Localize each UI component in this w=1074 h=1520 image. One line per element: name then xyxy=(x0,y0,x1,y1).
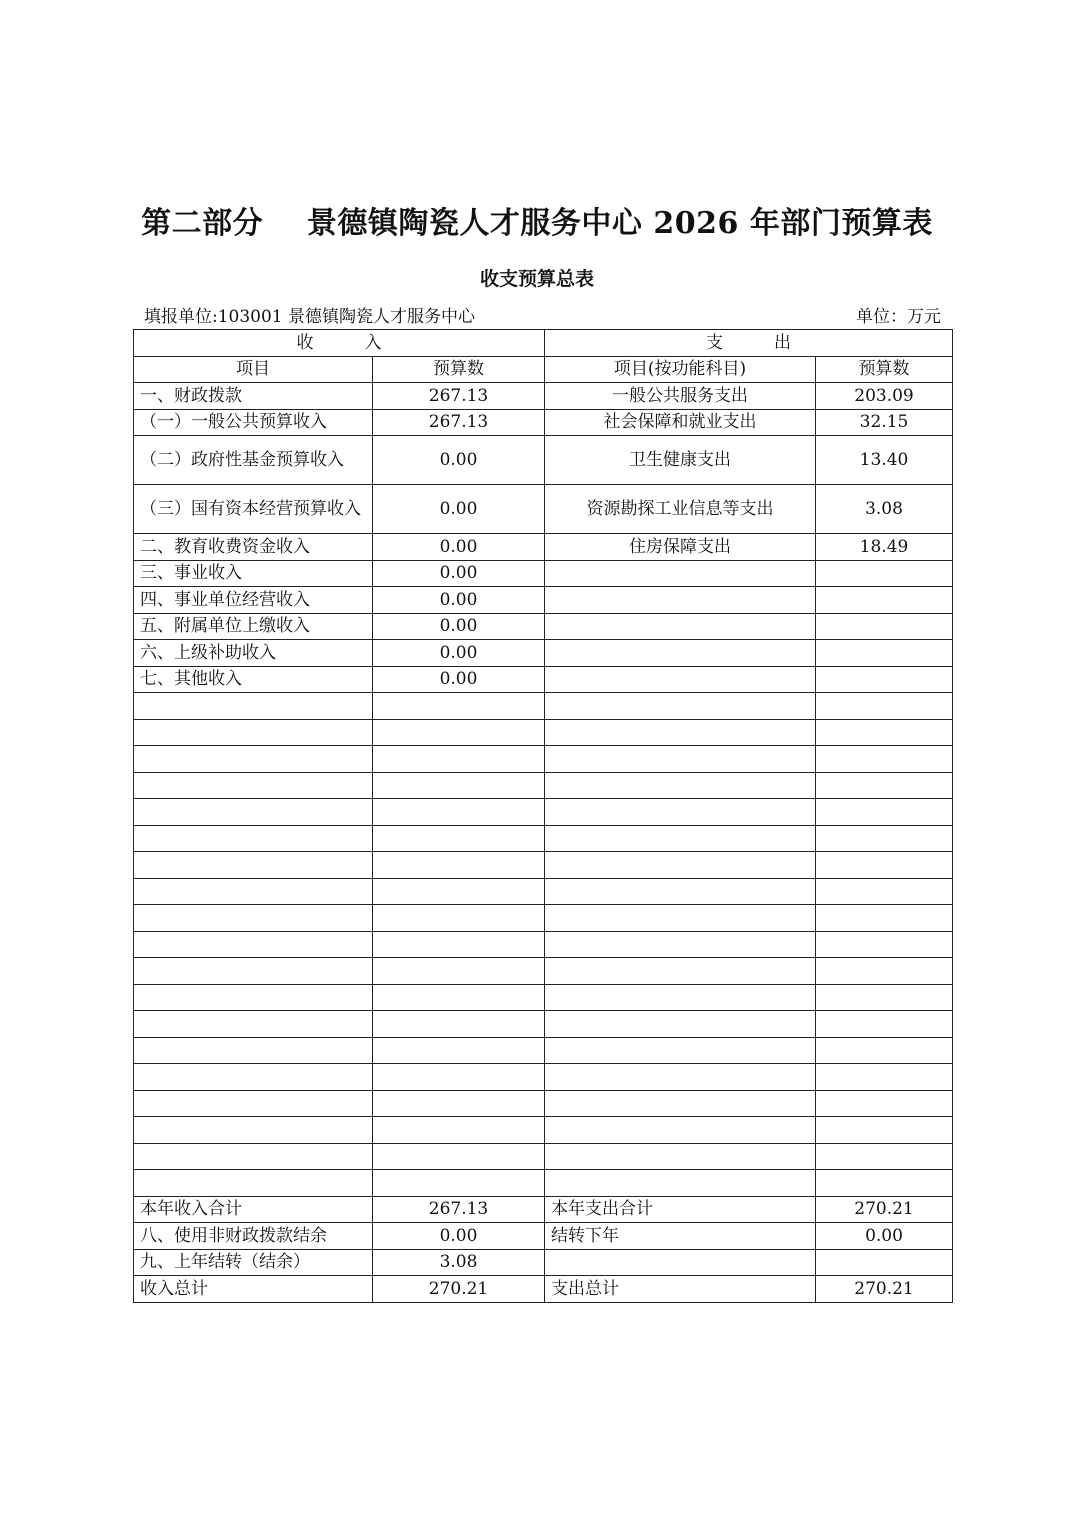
expense-amount-cell xyxy=(816,984,953,1011)
income-item-cell: 六、上级补助收入 xyxy=(134,640,373,667)
expense-amount-cell xyxy=(816,1170,953,1197)
expense-amount-cell xyxy=(816,1064,953,1091)
expense-item-cell xyxy=(545,560,816,587)
income-amount-cell: 0.00 xyxy=(373,587,545,614)
expense-amount-cell xyxy=(816,719,953,746)
income-item-cell xyxy=(134,746,373,773)
expense-amount-cell xyxy=(816,825,953,852)
table-row xyxy=(134,560,953,587)
income-item-cell xyxy=(134,693,373,720)
income-item-cell: （一）一般公共预算收入 xyxy=(134,409,373,436)
expense-amount-cell xyxy=(816,613,953,640)
expense-item-cell xyxy=(545,1117,816,1144)
income-amount-cell xyxy=(373,746,545,773)
income-amount-cell: 0.00 xyxy=(373,560,545,587)
income-amount-cell: 0.00 xyxy=(373,534,545,561)
income-amount-cell xyxy=(373,693,545,720)
table-row xyxy=(134,958,953,985)
income-item-cell xyxy=(134,799,373,826)
income-amount-cell xyxy=(373,852,545,879)
expense-amount-cell xyxy=(816,693,953,720)
income-item-cell xyxy=(134,772,373,799)
expense-item-cell xyxy=(545,587,816,614)
income-item-cell: 五、附属单位上缴收入 xyxy=(134,613,373,640)
expense-item-cell: 一般公共服务支出 xyxy=(545,383,816,410)
expense-group-header: 支 出 xyxy=(545,330,953,357)
income-amount-cell xyxy=(373,1011,545,1038)
expense-item-cell xyxy=(545,799,816,826)
table-row xyxy=(134,1037,953,1064)
income-item-cell: （三）国有资本经营预算收入 xyxy=(134,485,373,534)
table-row xyxy=(134,640,953,667)
table-row xyxy=(134,534,953,561)
income-item-cell xyxy=(134,984,373,1011)
income-item-cell xyxy=(134,1170,373,1197)
table-row xyxy=(134,772,953,799)
income-item-cell xyxy=(134,1143,373,1170)
income-item-cell xyxy=(134,958,373,985)
income-amount-cell xyxy=(373,1143,545,1170)
table-row xyxy=(134,878,953,905)
table-row xyxy=(134,409,953,436)
table-row xyxy=(134,666,953,693)
table-row xyxy=(134,1196,953,1223)
income-item-cell: （二）政府性基金预算收入 xyxy=(134,436,373,485)
expense-amount-cell xyxy=(816,931,953,958)
expense-amount-cell xyxy=(816,852,953,879)
income-item-cell: 七、其他收入 xyxy=(134,666,373,693)
table-row xyxy=(134,1090,953,1117)
income-amount-cell xyxy=(373,799,545,826)
expense-item-cell xyxy=(545,693,816,720)
income-item-header: 项目 xyxy=(134,356,373,383)
expense-item-cell xyxy=(545,640,816,667)
income-item-cell xyxy=(134,719,373,746)
income-item-cell xyxy=(134,825,373,852)
table-row xyxy=(134,1064,953,1091)
expense-amount-header: 预算数 xyxy=(816,356,953,383)
table-row xyxy=(134,436,953,485)
page-title: 第二部分 景德镇陶瓷人才服务中心 2026 年部门预算表 xyxy=(141,206,933,241)
income-amount-cell: 3.08 xyxy=(373,1249,545,1276)
income-amount-cell: 267.13 xyxy=(373,409,545,436)
expense-item-cell xyxy=(545,958,816,985)
expense-amount-cell xyxy=(816,640,953,667)
table-row xyxy=(134,587,953,614)
income-amount-cell xyxy=(373,1037,545,1064)
expense-amount-cell xyxy=(816,772,953,799)
income-item-cell xyxy=(134,1117,373,1144)
currency-unit: 单位：万元 xyxy=(856,307,941,327)
expense-item-cell xyxy=(545,719,816,746)
expense-amount-cell: 3.08 xyxy=(816,485,953,534)
expense-amount-cell: 203.09 xyxy=(816,383,953,410)
expense-item-cell xyxy=(545,1090,816,1117)
income-item-cell: 收入总计 xyxy=(134,1276,373,1303)
expense-amount-cell xyxy=(816,1090,953,1117)
income-amount-cell xyxy=(373,984,545,1011)
income-amount-cell: 0.00 xyxy=(373,613,545,640)
income-amount-cell xyxy=(373,772,545,799)
expense-item-cell xyxy=(545,931,816,958)
income-amount-cell xyxy=(373,958,545,985)
table-row xyxy=(134,719,953,746)
expense-amount-cell: 270.21 xyxy=(816,1276,953,1303)
income-amount-cell: 0.00 xyxy=(373,666,545,693)
expense-amount-cell: 13.40 xyxy=(816,436,953,485)
table-row xyxy=(134,485,953,534)
expense-amount-cell: 0.00 xyxy=(816,1223,953,1250)
expense-amount-cell xyxy=(816,1249,953,1276)
table-row xyxy=(134,984,953,1011)
income-item-cell xyxy=(134,878,373,905)
income-item-cell xyxy=(134,905,373,932)
table-row xyxy=(134,905,953,932)
income-item-cell: 四、事业单位经营收入 xyxy=(134,587,373,614)
income-item-cell: 本年收入合计 xyxy=(134,1196,373,1223)
table-row xyxy=(134,613,953,640)
expense-amount-cell xyxy=(816,958,953,985)
income-item-cell: 八、使用非财政拨款结余 xyxy=(134,1223,373,1250)
table-row xyxy=(134,852,953,879)
expense-amount-cell xyxy=(816,560,953,587)
expense-item-cell xyxy=(545,905,816,932)
income-amount-cell: 267.13 xyxy=(373,383,545,410)
expense-item-cell xyxy=(545,613,816,640)
income-amount-cell xyxy=(373,878,545,905)
expense-item-cell xyxy=(545,666,816,693)
expense-amount-cell: 270.21 xyxy=(816,1196,953,1223)
expense-item-cell xyxy=(545,825,816,852)
table-row xyxy=(134,693,953,720)
income-amount-cell: 0.00 xyxy=(373,640,545,667)
expense-amount-cell xyxy=(816,1011,953,1038)
expense-item-cell: 支出总计 xyxy=(545,1276,816,1303)
income-item-cell: 二、教育收费资金收入 xyxy=(134,534,373,561)
income-amount-cell xyxy=(373,1090,545,1117)
income-item-cell xyxy=(134,1011,373,1038)
table-row xyxy=(134,383,953,410)
expense-item-cell: 资源勘探工业信息等支出 xyxy=(545,485,816,534)
expense-amount-cell xyxy=(816,666,953,693)
expense-amount-cell xyxy=(816,799,953,826)
table-row xyxy=(134,1117,953,1144)
expense-item-cell xyxy=(545,1170,816,1197)
table-row xyxy=(134,931,953,958)
income-amount-cell xyxy=(373,719,545,746)
income-amount-cell xyxy=(373,905,545,932)
income-amount-cell: 0.00 xyxy=(373,485,545,534)
column-header-row xyxy=(134,356,953,383)
table-row xyxy=(134,1170,953,1197)
expense-item-cell: 卫生健康支出 xyxy=(545,436,816,485)
expense-item-cell: 本年支出合计 xyxy=(545,1196,816,1223)
expense-item-cell: 社会保障和就业支出 xyxy=(545,409,816,436)
income-amount-cell xyxy=(373,1064,545,1091)
table-row xyxy=(134,1011,953,1038)
income-amount-cell: 0.00 xyxy=(373,436,545,485)
table-row xyxy=(134,1143,953,1170)
expense-item-cell xyxy=(545,1249,816,1276)
budget-table xyxy=(133,329,953,1303)
expense-amount-cell xyxy=(816,905,953,932)
expense-item-cell xyxy=(545,852,816,879)
expense-item-cell xyxy=(545,984,816,1011)
income-item-cell xyxy=(134,1064,373,1091)
group-header-row xyxy=(134,330,953,357)
expense-item-cell xyxy=(545,772,816,799)
expense-item-cell: 住房保障支出 xyxy=(545,534,816,561)
income-amount-cell xyxy=(373,931,545,958)
table-row xyxy=(134,1223,953,1250)
expense-amount-cell xyxy=(816,878,953,905)
expense-item-cell xyxy=(545,878,816,905)
table-row xyxy=(134,799,953,826)
income-item-cell: 一、财政拨款 xyxy=(134,383,373,410)
income-item-cell: 九、上年结转（结余） xyxy=(134,1249,373,1276)
expense-item-cell: 结转下年 xyxy=(545,1223,816,1250)
table-row xyxy=(134,1249,953,1276)
expense-amount-cell xyxy=(816,1117,953,1144)
expense-item-cell xyxy=(545,1037,816,1064)
table-row xyxy=(134,746,953,773)
reporting-unit: 填报单位:103001 景德镇陶瓷人才服务中心 xyxy=(144,307,476,327)
income-group-header: 收 入 xyxy=(134,330,545,357)
expense-item-cell xyxy=(545,1064,816,1091)
expense-item-cell xyxy=(545,746,816,773)
expense-item-cell xyxy=(545,1011,816,1038)
income-amount-cell: 270.21 xyxy=(373,1276,545,1303)
income-item-cell xyxy=(134,1037,373,1064)
table-title: 收支预算总表 xyxy=(479,268,594,290)
expense-item-header: 项目(按功能科目) xyxy=(545,356,816,383)
table-row xyxy=(134,825,953,852)
expense-amount-cell xyxy=(816,1037,953,1064)
income-amount-cell: 0.00 xyxy=(373,1223,545,1250)
income-item-cell xyxy=(134,852,373,879)
expense-amount-cell xyxy=(816,746,953,773)
expense-amount-cell: 18.49 xyxy=(816,534,953,561)
income-item-cell xyxy=(134,1090,373,1117)
income-amount-cell xyxy=(373,825,545,852)
income-amount-cell: 267.13 xyxy=(373,1196,545,1223)
income-amount-header: 预算数 xyxy=(373,356,545,383)
expense-amount-cell: 32.15 xyxy=(816,409,953,436)
income-item-cell: 三、事业收入 xyxy=(134,560,373,587)
income-item-cell xyxy=(134,931,373,958)
table-row xyxy=(134,1276,953,1303)
income-amount-cell xyxy=(373,1117,545,1144)
income-amount-cell xyxy=(373,1170,545,1197)
expense-amount-cell xyxy=(816,1143,953,1170)
expense-amount-cell xyxy=(816,587,953,614)
expense-item-cell xyxy=(545,1143,816,1170)
